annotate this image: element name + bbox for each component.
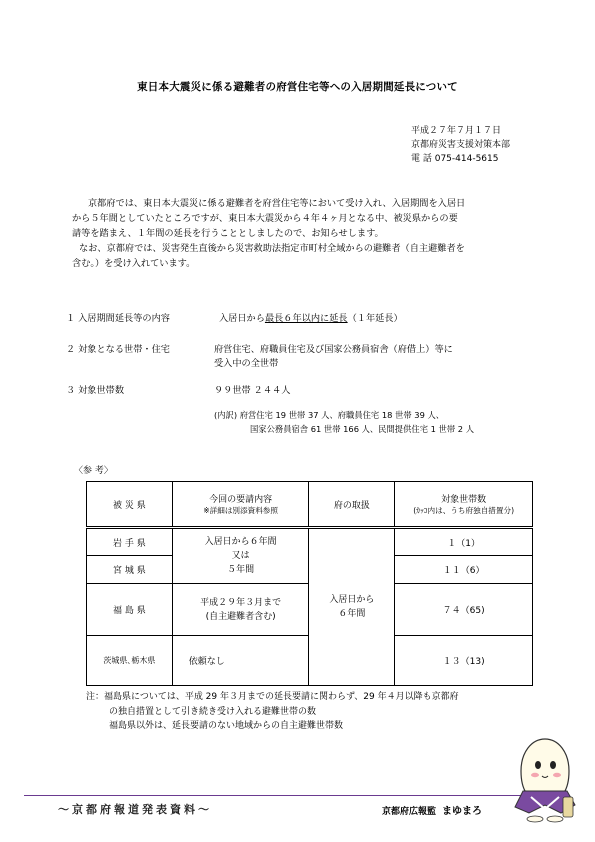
- item-3-value: ９９世帯 ２４４人: [214, 385, 291, 396]
- footer-mascot-name: まゆまろ: [442, 806, 483, 817]
- handling-line: ６年間: [338, 609, 366, 619]
- footer-credit: [382, 802, 482, 817]
- note-line-2: の独自措置として引き続き受け入れる避難世帯の数: [109, 706, 317, 717]
- header-request: [172, 482, 309, 528]
- header-households-label: 対象世帯数: [441, 495, 487, 505]
- item-1-emphasis: 最長６年以内に延長: [264, 313, 348, 324]
- intro-line-2: から５年間としていたところですが、東日本大震災から４年４ヶ月となる中、被災県からの要: [72, 213, 458, 224]
- row-prefecture: 岩 手 県: [87, 528, 173, 556]
- handling-all: [309, 528, 395, 686]
- issuing-org: 京都府災害支援対策本部: [411, 140, 511, 150]
- row-count: １１（6）: [395, 556, 533, 584]
- item-1-post: （１年延長）: [347, 313, 403, 324]
- note-line-3: 福島県以外は、延長要請のない地域からの自主避難世帯数: [109, 721, 344, 731]
- request-fukushima: [172, 584, 309, 636]
- row-count: １３（13): [395, 636, 533, 686]
- header-households-note: (ｶｯｺ内は、うち府独自措置分): [413, 506, 515, 515]
- mascot-icon: [505, 735, 585, 825]
- item-3-label: ３ 対象世帯数: [66, 385, 125, 396]
- row-prefecture: 福 島 県: [87, 584, 173, 636]
- phone-number: 電 話 075-414-5615: [411, 154, 499, 164]
- handling-line: 入居日から: [329, 595, 375, 605]
- note-line-1: 注：福島県については、平成 29 年３月までの延長要請に関わらず、29 年４月以降も京都府: [86, 692, 459, 702]
- item-1-content: [219, 310, 403, 324]
- row-prefecture: 宮 城 県: [87, 556, 173, 584]
- footer-role: 京都府広報監: [382, 807, 437, 817]
- table-row: [87, 528, 533, 556]
- header-request-note: ※詳細は別添資料参照: [203, 506, 278, 515]
- intro-line-5: 含む。）を受け入れています。: [72, 258, 196, 269]
- item-1-label: １ 入居期間延長等の内容: [66, 313, 170, 324]
- reference-table: [86, 481, 533, 686]
- row-count: １（1）: [395, 528, 533, 556]
- header-handling: 府の取扱: [309, 482, 395, 528]
- breakdown-line-1: (内訳) 府営住宅 19 世帯 37 人、府職員住宅 18 世帯 39 人、: [214, 410, 445, 420]
- header-households: [395, 482, 533, 528]
- footer-divider: [24, 795, 530, 796]
- request-line: 又は: [231, 551, 250, 561]
- row-count: ７４（65): [395, 584, 533, 636]
- breakdown-line-2: 国家公務員宿舎 61 世帯 166 人、民間提供住宅 1 世帯 2 人: [250, 424, 474, 434]
- intro-line-4: なお、京都府では、災害発生直後から災害救助法指定市町村全域からの避難者（自主避難者を: [79, 243, 465, 254]
- request-iwate-miyagi: [172, 528, 309, 584]
- header-request-label: 今回の要請内容: [209, 495, 273, 505]
- item-2-line-1: 府営住宅、府職員住宅及び国家公務員宿舎（府借上）等に: [214, 344, 453, 355]
- intro-line-3: 請等を踏まえ、１年間の延長を行うこととしましたので、お知らせします。: [72, 228, 384, 239]
- item-2-line-2: 受入中の全世帯: [214, 358, 279, 369]
- request-line: (自主避難者含む): [205, 611, 276, 622]
- header-info: [411, 124, 510, 166]
- request-line: ５年間: [227, 565, 255, 575]
- issue-date: 平成２７年７月１７日: [411, 126, 502, 136]
- reference-label: 〈参 考〉: [74, 466, 113, 476]
- request-other: 依頼なし: [172, 636, 309, 686]
- item-2-label: ２ 対象となる世帯・住宅: [66, 344, 170, 355]
- table-header-row: [87, 482, 533, 528]
- document-title: 東日本大震災に係る避難者の府営住宅等への入居期間延長について: [137, 81, 458, 93]
- row-prefecture: 茨城県､栃木県: [87, 636, 173, 686]
- intro-line-1: 京都府では、東日本大震災に係る避難者を府営住宅等において受け入れ、入居期間を入居日: [88, 198, 466, 209]
- notes: [86, 690, 459, 734]
- request-line: 入居日から６年間: [204, 537, 277, 547]
- header-prefecture: 被 災 県: [87, 482, 173, 528]
- item-1-pre: 入居日から: [219, 313, 265, 324]
- request-line: 平成２９年３月まで: [200, 597, 282, 608]
- footer-title: ～京都府報道発表資料～: [58, 803, 212, 816]
